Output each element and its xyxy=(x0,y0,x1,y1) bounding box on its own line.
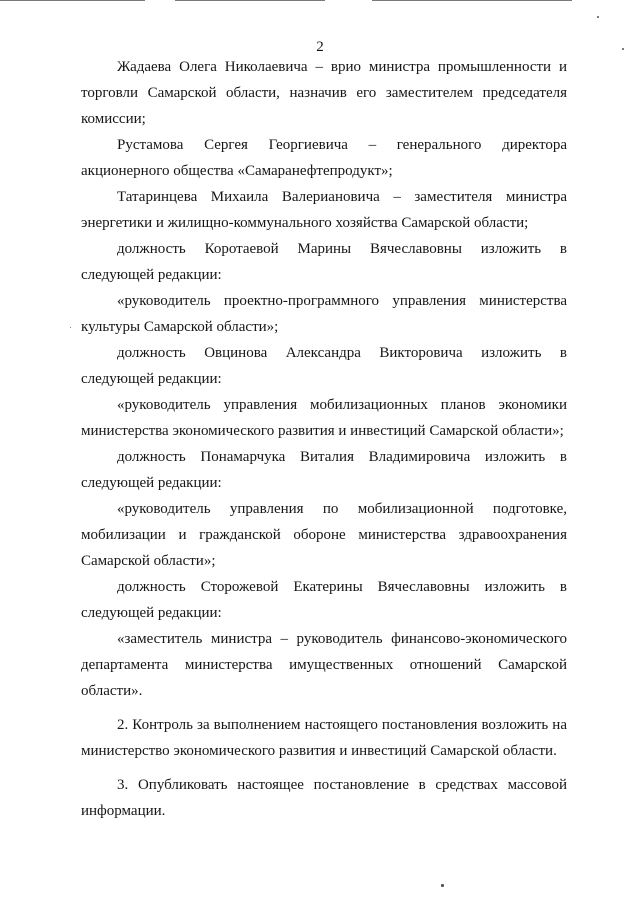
paragraph-storozheva-position: должность Сторожевой Екатерины Вячеславовны изложить в следующей редакции: xyxy=(81,579,567,621)
document-body xyxy=(81,54,567,824)
scan-top-edge xyxy=(0,0,640,2)
paragraph-zhadaev: Жадаева Олега Николаевича – врио министра промышленности и торговли Самарской области, назначив его заместителем председателя комиссии; xyxy=(81,59,567,127)
paragraph-ponamarchuk-position: должность Понамарчука Виталия Владимировича изложить в следующей редакции: xyxy=(81,449,567,491)
scan-speck xyxy=(441,884,444,887)
paragraph-rustamov: Рустамова Сергея Георгиевича – генерального директора акционерного общества «Самаранефтепродукт»; xyxy=(81,137,567,179)
paragraph-storozheva-title: «заместитель министра – руководитель финансово-экономического департамента министерства имущественных отношений Самарской области». xyxy=(81,631,567,699)
scan-speck xyxy=(70,327,71,328)
paragraph-ovtsinov-position: должность Овцинова Александра Викторовича изложить в следующей редакции: xyxy=(81,345,567,387)
page-number: 2 xyxy=(316,39,324,55)
paragraph-ponamarchuk-title: «руководитель управления по мобилизационной подготовке, мобилизации и гражданской обороне министерства здравоохранения Самарской области»; xyxy=(81,501,567,569)
paragraph-ovtsinov-title: «руководитель управления мобилизационных планов экономики министерства экономического развития и инвестиций Самарской области»; xyxy=(81,397,567,439)
paragraph-korotaeva-title: «руководитель проектно-программного управления министерства культуры Самарской области»; xyxy=(81,293,567,335)
paragraph-tatarintsev: Татаринцева Михаила Валериановича – заместителя министра энергетики и жилищно-коммунального хозяйства Самарской области; xyxy=(81,189,567,231)
scan-speck xyxy=(597,16,599,18)
paragraph-item-2: 2. Контроль за выполнением настоящего постановления возложить на министерство экономического развития и инвестиций Самарской области. xyxy=(81,717,567,759)
paragraph-item-3: 3. Опубликовать настоящее постановление в средствах массовой информации. xyxy=(81,777,567,819)
scan-speck xyxy=(622,48,624,50)
paragraph-korotaeva-position: должность Коротаевой Марины Вячеславовны изложить в следующей редакции: xyxy=(81,241,567,283)
